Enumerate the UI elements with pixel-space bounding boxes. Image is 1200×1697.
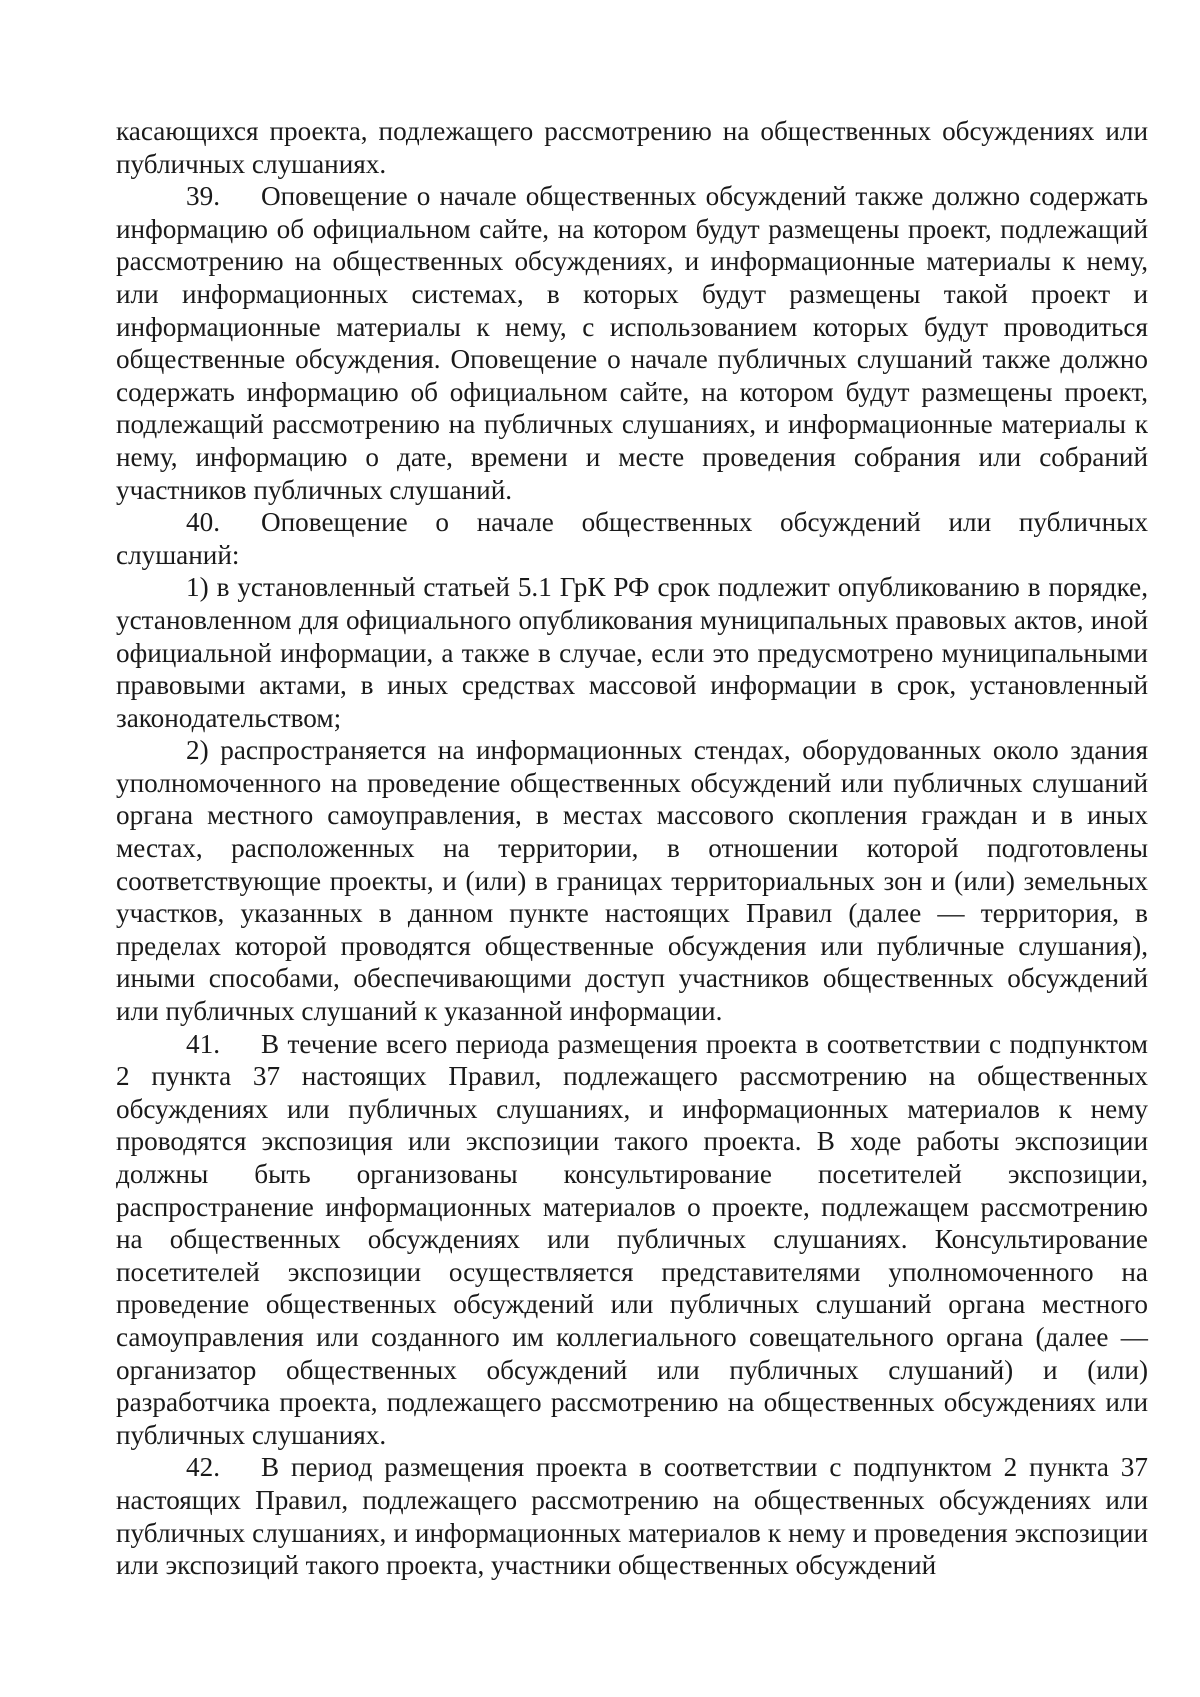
- paragraph-text: Оповещение о начале общественных обсуждений также должно содержать информацию об официальном сайте, на котором будут размещены проект, подлежащий рассмотрению на общественных обсуждениях, и информационные материалы к нему, или информационных системах, в которых будут размещены такой проект и информационные материалы к нему, с использованием которых будут проводиться общественные обсуждения. Оповещение о начале публичных слушаний также должно содержать информацию об официальном сайте, на котором будут размещены проект, подлежащий рассмотрению на публичных слушаниях, и информационные материалы к нему, информацию о дате, времени и месте проведения собрания или собраний участников публичных слушаний.: [116, 181, 1148, 505]
- paragraph-text: 1) в установленный статьей 5.1 ГрК РФ срок подлежит опубликованию в порядке, установленном для официального опубликования муниципальных правовых актов, иной официальной информации, а также в случае, если это предусмотрено муниципальными правовыми актами, в иных средствах массовой информации в срок, установленный законодательством;: [116, 572, 1148, 733]
- paragraph-text: 2) распространяется на информационных стендах, оборудованных около здания уполномоченного на проведение общественных обсуждений или публичных слушаний органа местного самоуправления, в местах массового скопления граждан и в иных местах, расположенных на территории, в отношении которой подготовлены соответствующие проекты, и (или) в границах территориальных зон и (или) земельных участков, указанных в данном пункте настоящих Правил (далее — территория, в пределах которой проводятся общественные обсуждения или публичные слушания), иными способами, обеспечивающими доступ участников общественных обсуждений или публичных слушаний к указанной информации.: [116, 735, 1148, 1027]
- paragraph-text: касающихся проекта, подлежащего рассмотрению на общественных обсуждениях или публичных слушаниях.: [116, 116, 1148, 179]
- paragraph-39: [116, 180, 1148, 506]
- paragraph-42: [116, 1451, 1148, 1581]
- paragraph-number: 40.: [186, 507, 220, 538]
- paragraph-number: 39.: [186, 181, 220, 212]
- paragraph-text: В период размещения проекта в соответствии с подпунктом 2 пункта 37 настоящих Правил, подлежащего рассмотрению на общественных обсуждениях или публичных слушаниях, и информационных материалов к нему и проведения экспозиции или экспозиций такого проекта, участники общественных обсуждений: [116, 1452, 1148, 1581]
- paragraph-41: [116, 1028, 1148, 1452]
- paragraph-40: [116, 506, 1148, 571]
- subparagraph-40-2: [116, 734, 1148, 1027]
- paragraph-text: Оповещение о начале общественных обсуждений или публичных слушаний:: [116, 507, 1148, 570]
- paragraph-text: В течение всего периода размещения проекта в соответствии с подпунктом 2 пункта 37 настоящих Правил, подлежащего рассмотрению на общественных обсуждениях или публичных слушаниях, и информационных материалов к нему проводятся экспозиция или экспозиции такого проекта. В ходе работы экспозиции должны быть организованы консультирование посетителей экспозиции, распространение информационных материалов о проекте, подлежащем рассмотрению на общественных обсуждениях или публичных слушаниях. Консультирование посетителей экспозиции осуществляется представителями уполномоченного на проведение общественных обсуждений или публичных слушаний органа местного самоуправления или созданного им коллегиального совещательного органа (далее — организатор общественных обсуждений или публичных слушаний) и (или) разработчика проекта, подлежащего рассмотрению на общественных обсуждениях или публичных слушаниях.: [116, 1028, 1148, 1450]
- document-page: [116, 115, 1148, 1582]
- paragraph-number: 42.: [186, 1452, 220, 1483]
- paragraph-number: 41.: [186, 1028, 220, 1059]
- subparagraph-40-1: [116, 571, 1148, 734]
- paragraph-continuation: [116, 115, 1148, 180]
